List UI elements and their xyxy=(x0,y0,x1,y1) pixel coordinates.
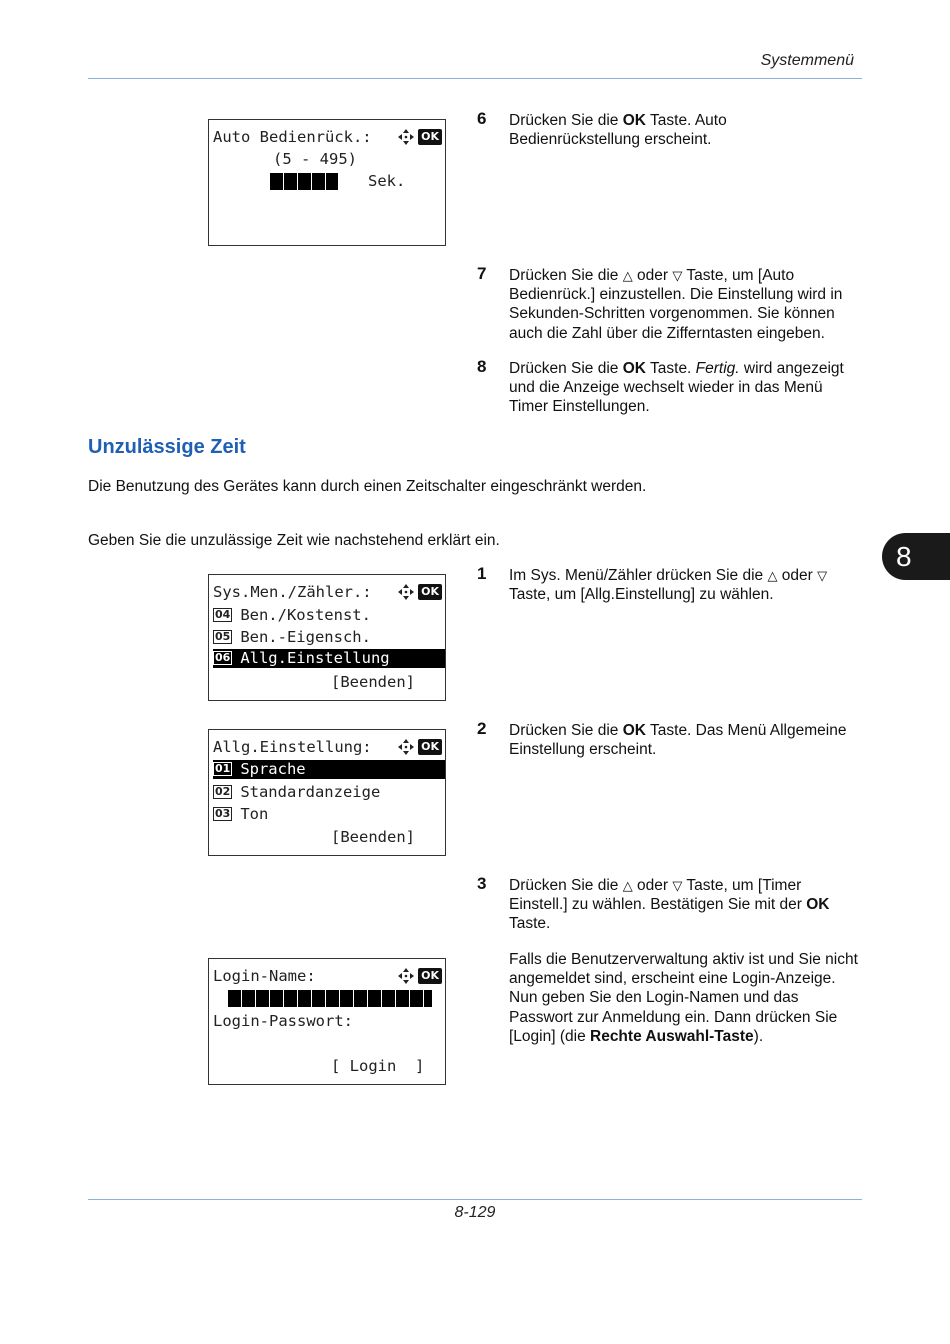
exit-softkey: [Beenden] xyxy=(331,828,415,846)
four-way-arrows-icon xyxy=(397,128,415,146)
menu-item-selected: 06 Allg.Einstellung xyxy=(213,649,445,668)
down-key-icon: ▽ xyxy=(672,878,683,893)
step-2-text: Drücken Sie die OK Taste. Das Menü Allgemeine Einstellung erscheint. xyxy=(509,722,847,759)
step-6-text: Drücken Sie die OK Taste. Auto Bedienrückstellung erscheint. xyxy=(509,112,727,149)
four-way-arrows-icon xyxy=(397,967,415,985)
menu-item: 05 Ben.-Eigensch. xyxy=(215,628,371,646)
menu-item: 03 Ton xyxy=(215,805,269,823)
menu-item: 04 Ben./Kostenst. xyxy=(215,606,371,624)
running-header: Systemmenü xyxy=(760,52,854,69)
step-3-text: Drücken Sie die △ oder ▽ Taste, um [Timer Einstell.] zu wählen. Bestätigen Sie mit der OK Taste. xyxy=(509,877,830,933)
step-1-text: Im Sys. Menü/Zähler drücken Sie die △ oder ▽ Taste, um [Allg.Einstellung] zu wählen. xyxy=(509,567,828,604)
step-number: 8 xyxy=(477,357,487,376)
login-note-text: Falls die Benutzerverwaltung aktiv ist und Sie nicht angemeldet sind, erscheint eine Login-Anzeige. Nun geben Sie den Login-Namen und das Passwort zur Anmeldung ein. Dann drücken Sie [Login] (die Rechte Auswahl-Taste). xyxy=(509,951,858,1045)
step-number: 1 xyxy=(477,564,487,583)
down-key-icon: ▽ xyxy=(672,268,683,283)
four-way-arrows-icon xyxy=(397,738,415,756)
lcd-title: Allg.Einstellung: xyxy=(213,738,372,756)
step-number: 3 xyxy=(477,874,487,893)
exit-softkey: [Beenden] xyxy=(331,673,415,691)
section-heading: Unzulässige Zeit xyxy=(88,436,246,458)
lcd-screen-general-settings xyxy=(208,729,446,856)
lcd-range: (5 - 495) xyxy=(273,150,357,168)
step-7-text: Drücken Sie die △ oder ▽ Taste, um [Auto Bedienrück.] einzustellen. Die Einstellung wird in Sekunden-Schritten vorgenommen. Sie können auch die Zahl über die Zifferntasten eingeben. xyxy=(509,267,843,342)
login-password-label: Login-Passwort: xyxy=(213,1012,353,1030)
up-key-icon: △ xyxy=(622,878,633,893)
footer-rule xyxy=(88,1199,862,1200)
header-rule xyxy=(88,78,862,79)
ok-key-icon: OK xyxy=(418,739,442,755)
lcd-title: Auto Bedienrück.: xyxy=(213,128,372,146)
section-lead: Geben Sie die unzulässige Zeit wie nachstehend erklärt ein. xyxy=(88,532,500,549)
step-number: 7 xyxy=(477,264,487,283)
lcd-screen-auto-reset xyxy=(208,119,446,246)
down-key-icon: ▽ xyxy=(817,568,828,583)
lcd-title: Sys.Men./Zähler.: xyxy=(213,583,372,601)
page-number: 8-129 xyxy=(454,1204,496,1221)
up-key-icon: △ xyxy=(622,268,633,283)
up-key-icon: △ xyxy=(767,568,778,583)
menu-item: 02 Standardanzeige xyxy=(215,783,381,801)
login-softkey: [ Login ] xyxy=(331,1057,425,1075)
lcd-seconds-value: 90 xyxy=(337,172,356,190)
menu-item-selected: 01 Sprache xyxy=(213,760,445,779)
input-field-bar xyxy=(270,173,338,190)
step-number: 6 xyxy=(477,109,487,128)
section-intro: Die Benutzung des Gerätes kann durch einen Zeitschalter eingeschränkt werden. xyxy=(88,478,647,495)
step-8-text: Drücken Sie die OK Taste. Fertig. wird angezeigt und die Anzeige wechselt wieder in das Menü Timer Einstellungen. xyxy=(509,360,844,416)
lcd-unit: Sek. xyxy=(368,172,406,190)
login-name-label: Login-Name: xyxy=(213,967,316,985)
ok-key-icon: OK xyxy=(418,129,442,145)
step-number: 2 xyxy=(477,719,487,738)
lcd-screen-login xyxy=(208,958,446,1085)
chapter-tab: 8 xyxy=(882,533,950,580)
ok-key-icon: OK xyxy=(418,968,442,984)
ok-key-icon: OK xyxy=(418,584,442,600)
login-name-input-bar xyxy=(228,990,432,1007)
lcd-screen-sys-menu xyxy=(208,574,446,701)
four-way-arrows-icon xyxy=(397,583,415,601)
